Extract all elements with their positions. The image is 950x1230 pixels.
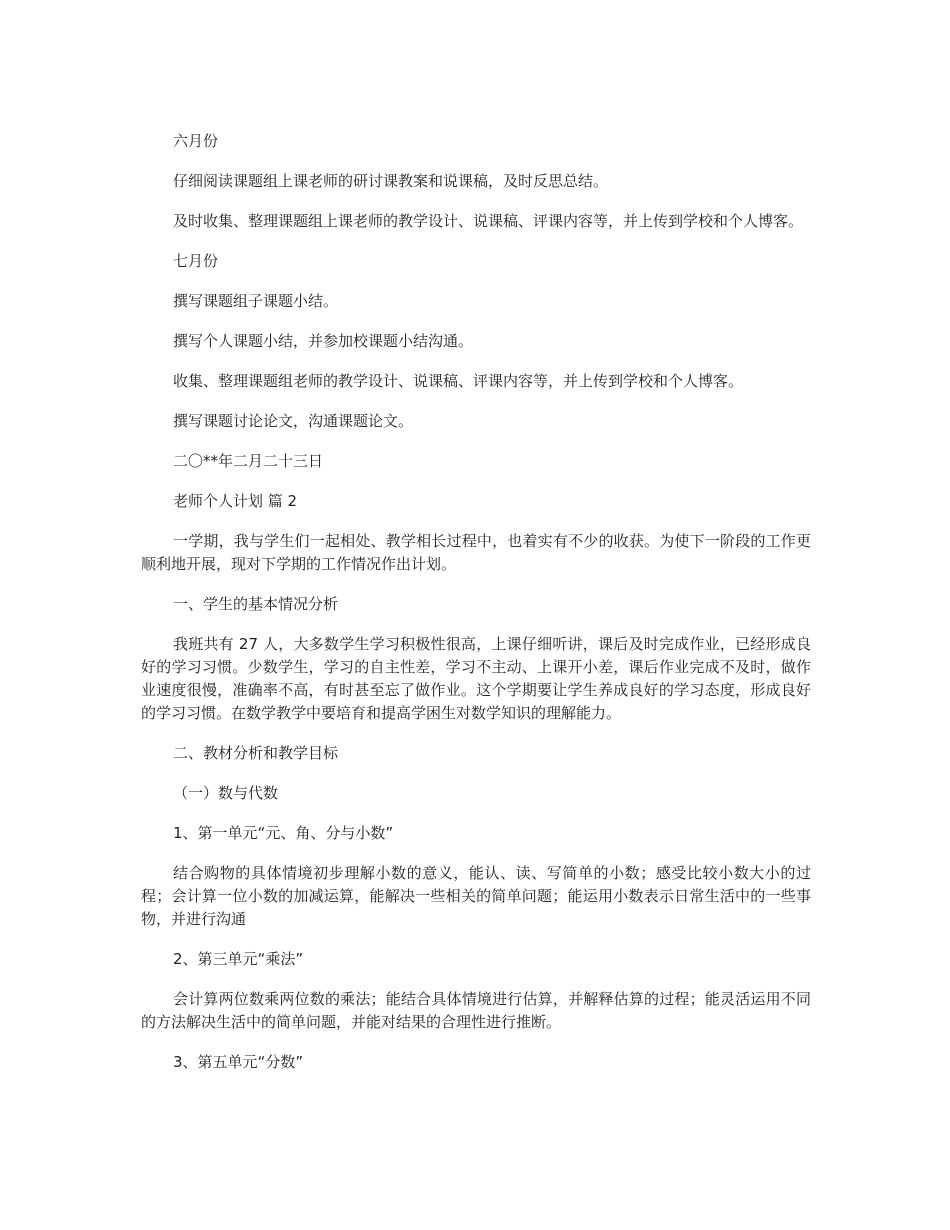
paragraph-5: 撰写课题组子课题小结。 [173, 292, 339, 310]
paragraph-6: 撰写个人课题小结，并参加校课题小结沟通。 [173, 332, 474, 350]
paragraph-10: 老师个人计划 篇 2 [173, 492, 298, 510]
paragraph-2: 仔细阅读课题组上课老师的研讨课教案和说课稿，及时反思总结。 [173, 172, 609, 190]
paragraph-3: 及时收集、整理课题组上课老师的教学设计、说课稿、评课内容等，并上传到学校和个人博客。 [173, 212, 804, 230]
paragraph-13: 我班共有 27 人，大多数学生学习积极性很高，上课仔细听讲，课后及时完成作业，已经形成良好的学习习惯。少数学生，学习的自主性差，学习不主动、上课开小差，课后作业完成不及时，做作业速度很慢，准确率不高，有时甚至忘了做作业。这个学期要让学生养成良好的学习态度，形成良好的学习习惯。在数学教学中要培育和提高学困生对数学知识的理解能力。 [141, 635, 811, 722]
paragraph-8: 撰写课题讨论论文，沟通课题论文。 [173, 412, 414, 430]
paragraph-20: 3、第五单元“分数” [173, 1053, 304, 1071]
paragraph-1: 六月份 [173, 132, 219, 150]
paragraph-15: （一）数与代数 [173, 784, 279, 802]
paragraph-14: 二、教材分析和教学目标 [173, 744, 339, 762]
paragraph-17: 结合购物的具体情境初步理解小数的意义，能认、读、写简单的小数；感受比较小数大小的过程；会计算一位小数的加减运算，能解决一些相关的简单问题；能运用小数表示日常生活中的一些事物，并进行沟通 [141, 864, 811, 928]
document-page [141, 130, 811, 1074]
paragraph-7: 收集、整理课题组老师的教学设计、说课稿、评课内容等，并上传到学校和个人博客。 [173, 372, 744, 390]
paragraph-16: 1、第一单元“元、角、分与小数” [173, 824, 394, 842]
paragraph-11: 一学期，我与学生们一起相处、教学相长过程中，也着实有不少的收获。为使下一阶段的工作更顺利地开展，现对下学期的工作情况作出计划。 [141, 532, 811, 573]
paragraph-9: 二〇**年二月二十三日 [173, 452, 324, 470]
paragraph-12: 一、学生的基本情况分析 [173, 595, 339, 613]
paragraph-18: 2、第三单元“乘法” [173, 950, 304, 968]
paragraph-4: 七月份 [173, 252, 219, 270]
paragraph-19: 会计算两位数乘两位数的乘法；能结合具体情境进行估算，并解释估算的过程；能灵活运用不同的方法解决生活中的简单问题，并能对结果的合理性进行推断。 [141, 990, 811, 1031]
